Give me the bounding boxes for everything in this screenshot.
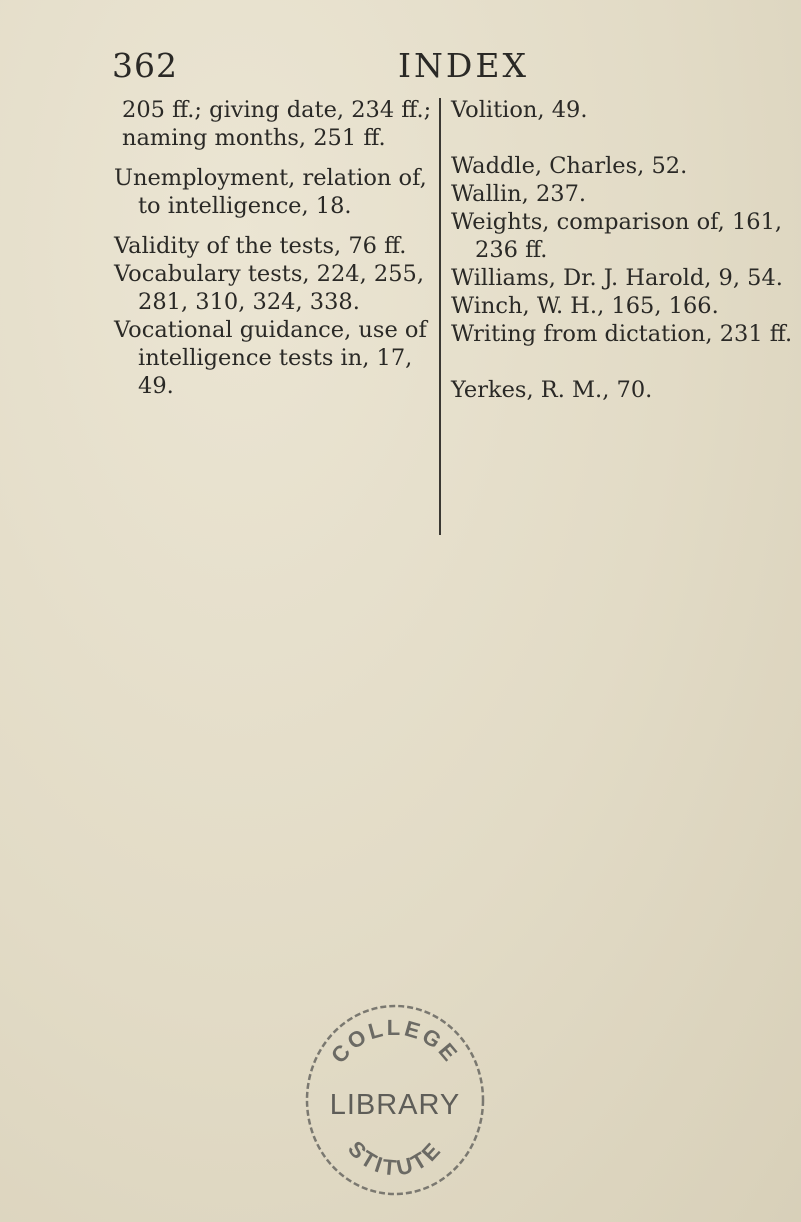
index-entry-text: Wallin, 237. [451, 181, 587, 207]
index-entry-text: Yerkes, R. M., 70. [451, 377, 653, 403]
index-entry-text: Waddle, Charles, 52. [451, 153, 688, 179]
index-entry-text: Winch, W. H., 165, 166. [451, 293, 719, 319]
index-entry [451, 320, 796, 348]
index-entry-text: Vocational guidance, use of intelligence tests in, 17, 49. [114, 317, 427, 399]
index-entry [451, 96, 796, 124]
index-entry [451, 376, 796, 404]
index-entry-text: Unemployment, relation of, to intelligence, 18. [114, 165, 427, 219]
index-entry-text: Williams, Dr. J. Harold, 9, 54. [451, 265, 783, 291]
index-entry-text: Weights, comparison of, 161, 236 ff. [451, 209, 783, 263]
index-entry [451, 152, 796, 180]
library-stamp [300, 1000, 490, 1200]
index-column-right [451, 96, 796, 404]
column-divider [439, 98, 441, 535]
index-entry [114, 232, 432, 260]
page-number: 362 [112, 46, 178, 85]
running-head: INDEX [398, 46, 529, 85]
index-entry-text: 205 ff.; giving date, 234 ff.; naming months, 251 ff. [122, 97, 432, 151]
index-entry [451, 180, 796, 208]
index-entry [114, 260, 432, 316]
index-column-left [114, 96, 432, 400]
index-entry [451, 292, 796, 320]
index-entry [451, 208, 796, 264]
stamp-top-arc: COLLEGE [326, 1014, 465, 1068]
stamp-center-text: LIBRARY [329, 1089, 461, 1121]
stamp-bottom-arc: STITUTE [343, 1136, 447, 1181]
index-entry [114, 164, 432, 220]
index-entry [122, 96, 432, 152]
index-entry-text: Volition, 49. [451, 97, 588, 123]
index-entry-text: Vocabulary tests, 224, 255, 281, 310, 324, 338. [114, 261, 425, 315]
index-entry [451, 264, 796, 292]
index-entry-text: Validity of the tests, 76 ff. [114, 233, 407, 259]
index-entry [114, 316, 432, 400]
index-entry-text: Writing from dictation, 231 ff. [451, 321, 793, 347]
